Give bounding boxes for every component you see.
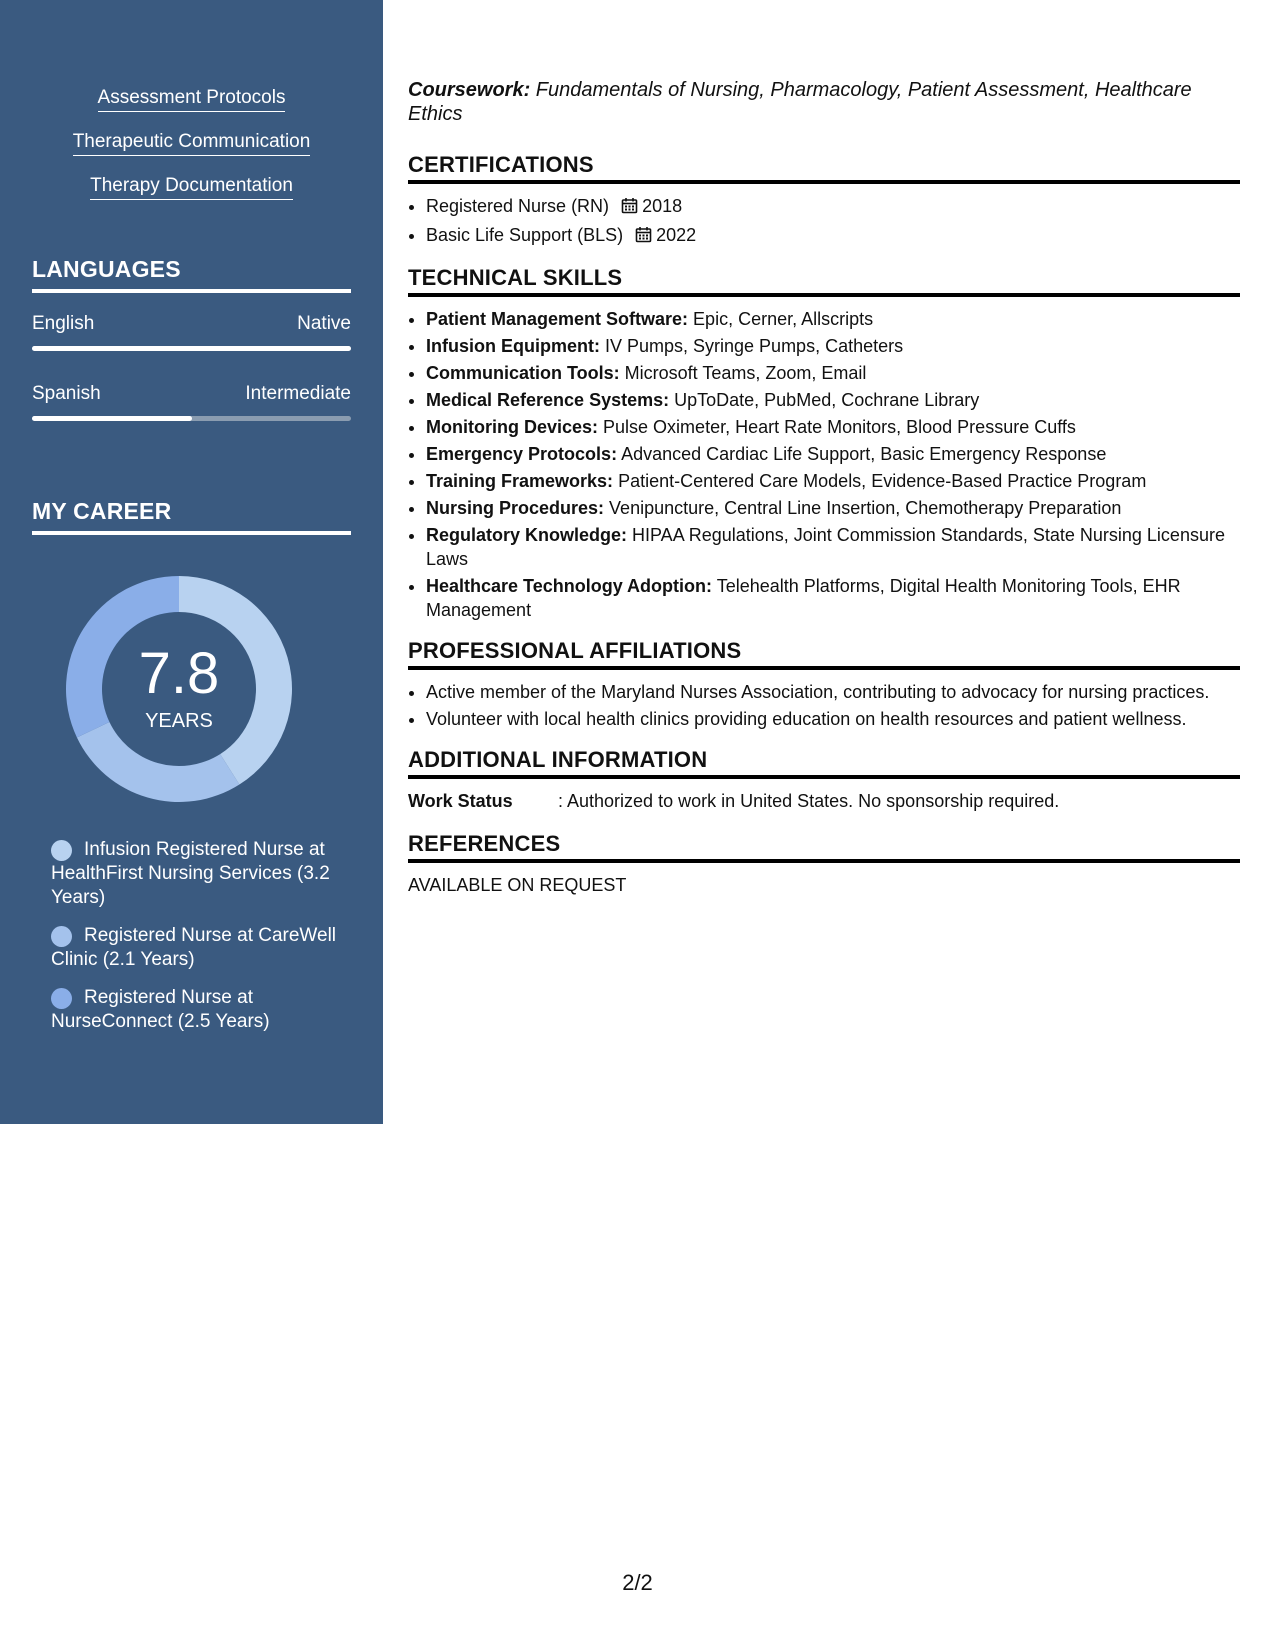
sidebar	[0, 0, 383, 1124]
affiliations-list	[408, 680, 1240, 731]
skill-category: Training Frameworks:	[426, 471, 614, 491]
technical-skill-item	[426, 574, 1240, 622]
coursework-text: Fundamentals of Nursing, Pharmacology, Patient Assessment, Healthcare Ethics	[408, 79, 1192, 125]
language-proficiency-bar	[32, 346, 351, 351]
certification-year: 2022	[656, 225, 697, 245]
technical-skill-item	[426, 415, 1240, 439]
languages-heading: LANGUAGES	[32, 256, 351, 293]
technical-skills-list	[408, 307, 1240, 622]
technical-skill-item	[426, 496, 1240, 520]
language-proficiency-bar	[32, 416, 351, 421]
certification-name: Basic Life Support (BLS)	[426, 225, 624, 245]
technical-skill-item	[426, 388, 1240, 412]
skill-values: Patient-Centered Care Models, Evidence-Based Practice Program	[613, 471, 1147, 491]
technical-skill-item	[426, 469, 1240, 493]
language-row	[32, 312, 351, 351]
skill-values: Venipuncture, Central Line Insertion, Chemotherapy Preparation	[604, 498, 1122, 518]
skill-values: Telehealth Platforms, Digital Health Monitoring Tools, EHR Management	[426, 576, 1181, 620]
skill-link[interactable]: Therapy Documentation	[90, 174, 293, 200]
language-name: Spanish	[32, 383, 101, 404]
certification-year: 2018	[642, 196, 683, 216]
career-legend-item	[51, 838, 341, 910]
legend-dot-icon	[51, 988, 72, 1009]
page-number: 2/2	[622, 1570, 653, 1595]
skill-category: Emergency Protocols:	[426, 444, 618, 464]
technical-skills-heading: TECHNICAL SKILLS	[408, 265, 1240, 297]
skill-values: HIPAA Regulations, Joint Commission Standards, State Nursing Licensure Laws	[426, 525, 1225, 569]
skill-values: Pulse Oximeter, Heart Rate Monitors, Blood Pressure Cuffs	[598, 417, 1076, 437]
technical-skill-item	[426, 334, 1240, 358]
skill-values: IV Pumps, Syringe Pumps, Catheters	[599, 336, 904, 356]
career-legend-text: Infusion Registered Nurse at HealthFirst Nursing Services (3.2 Years)	[51, 839, 330, 908]
work-status-label: Work Status	[408, 791, 513, 811]
affiliation-item: • Active member of the Maryland Nurses Association, contributing to advocacy for nursing practices.	[426, 680, 1240, 704]
work-status-value: : Authorized to work in United States. No sponsorship required.	[558, 791, 1060, 811]
skill-links	[0, 86, 383, 218]
certifications-heading: CERTIFICATIONS	[408, 152, 1240, 184]
affiliation-item: • Volunteer with local health clinics providing education on health resources and patient wellness.	[426, 707, 1240, 731]
technical-skill-item	[426, 442, 1240, 466]
career-heading: MY CAREER	[32, 498, 351, 535]
main-content	[408, 78, 1240, 897]
career-legend-item	[51, 986, 341, 1034]
affiliations-heading: PROFESSIONAL AFFILIATIONS	[408, 638, 1240, 670]
skill-values: Microsoft Teams, Zoom, Email	[619, 363, 867, 383]
legend-dot-icon	[51, 926, 72, 947]
skill-category: Nursing Procedures:	[426, 498, 605, 518]
certification-item	[426, 194, 1240, 220]
language-row	[32, 382, 351, 421]
career-total-value: 7.8	[138, 641, 220, 706]
skill-values: Epic, Cerner, Allscripts	[688, 309, 874, 329]
career-legend	[51, 838, 341, 1048]
skill-values: UpToDate, PubMed, Cochrane Library	[669, 390, 980, 410]
language-level: Native	[297, 313, 351, 334]
language-proficiency-fill	[32, 416, 192, 421]
language-proficiency-fill	[32, 346, 351, 351]
technical-skill-item	[426, 307, 1240, 331]
career-total	[66, 576, 292, 802]
skill-link[interactable]: Therapeutic Communication	[73, 130, 311, 156]
language-name: English	[32, 313, 95, 334]
career-legend-item	[51, 924, 341, 972]
skill-category: Monitoring Devices:	[426, 417, 599, 437]
certification-item	[426, 223, 1240, 249]
references-text: AVAILABLE ON REQUEST	[408, 875, 627, 895]
skill-category: Healthcare Technology Adoption:	[426, 576, 713, 596]
coursework-label: Coursework:	[408, 79, 531, 101]
career-legend-text: Registered Nurse at CareWell Clinic (2.1 Years)	[51, 925, 337, 970]
references-heading: REFERENCES	[408, 831, 1240, 863]
skill-category: Infusion Equipment:	[426, 336, 600, 356]
skill-link[interactable]: Assessment Protocols	[98, 86, 286, 112]
additional-info-heading: ADDITIONAL INFORMATION	[408, 747, 1240, 779]
calendar-icon	[621, 196, 638, 220]
skill-category: Regulatory Knowledge:	[426, 525, 628, 545]
calendar-icon	[635, 225, 652, 249]
career-legend-text: Registered Nurse at NurseConnect (2.5 Years)	[51, 987, 270, 1032]
skill-category: Patient Management Software:	[426, 309, 689, 329]
skill-category: Communication Tools:	[426, 363, 620, 383]
certification-name: Registered Nurse (RN)	[426, 196, 610, 216]
skill-category: Medical Reference Systems:	[426, 390, 670, 410]
coursework	[408, 78, 1240, 126]
career-total-unit: YEARS	[145, 710, 213, 732]
language-level: Intermediate	[245, 383, 351, 404]
certifications-list	[408, 194, 1240, 249]
skill-values: Advanced Cardiac Life Support, Basic Emergency Response	[617, 444, 1107, 464]
work-status-row	[408, 789, 1240, 813]
legend-dot-icon	[51, 840, 72, 861]
technical-skill-item	[426, 523, 1240, 571]
technical-skill-item	[426, 361, 1240, 385]
